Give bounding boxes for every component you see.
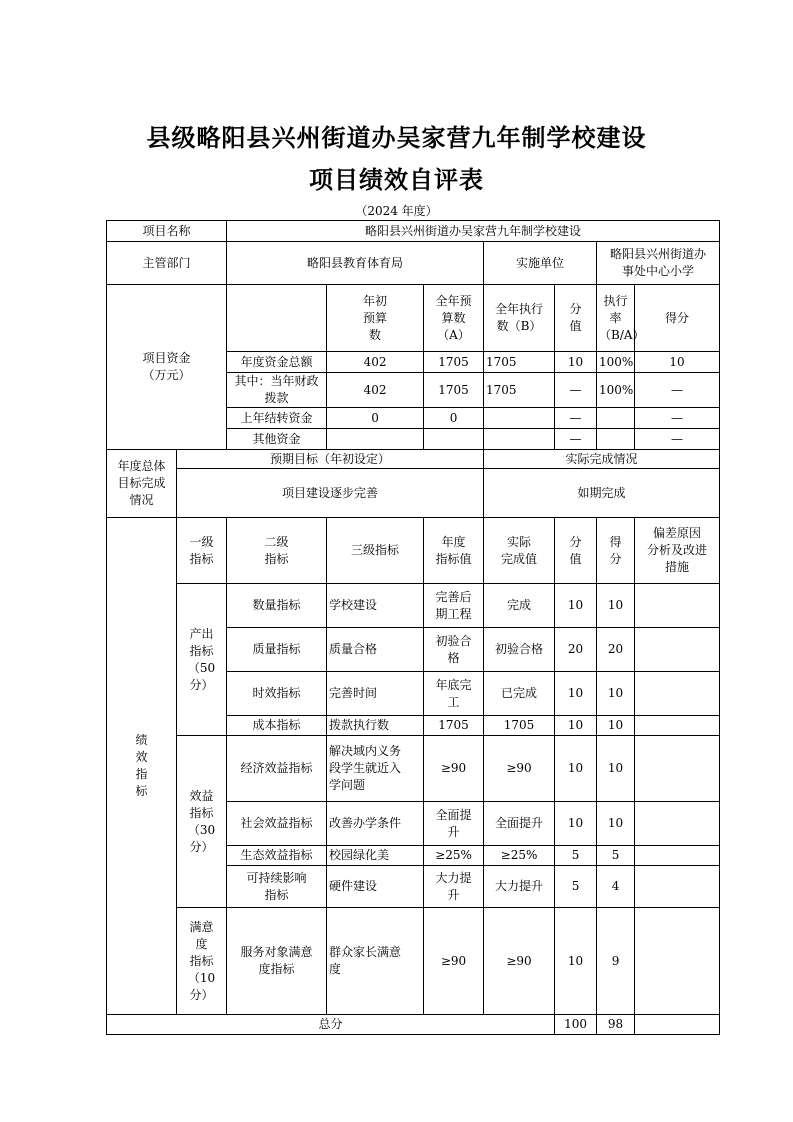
year-label: （2024 年度） xyxy=(355,204,438,218)
funds-annual: 0 xyxy=(424,408,484,429)
dept-label: 主管部门 xyxy=(107,242,227,285)
indicator-row xyxy=(107,736,720,802)
funds-row-label: 年度资金总额 xyxy=(227,352,327,373)
dept-row xyxy=(107,242,720,285)
funds-header-got: 得分 xyxy=(635,285,720,352)
funds-header-rate: 执行率 （B/A） xyxy=(597,285,635,352)
deviation-reason xyxy=(635,716,720,736)
funds-exec xyxy=(484,408,555,429)
deviation-reason xyxy=(635,628,720,672)
target-value: 完善后 期工程 xyxy=(424,584,484,628)
level3-indicator: 学校建设 xyxy=(327,584,424,628)
level2-indicator: 成本指标 xyxy=(227,716,327,736)
perf-header-l3: 三级指标 xyxy=(327,518,424,584)
deviation-reason xyxy=(635,584,720,628)
target-value: 大力提 升 xyxy=(424,866,484,908)
impl-unit-value: 略阳县兴州街道办 事处中心小学 xyxy=(597,242,720,285)
indicator-got: 9 xyxy=(597,908,635,1015)
funds-row-label: 其中：当年财政拨款 xyxy=(227,373,327,408)
level3-indicator: 硬件建设 xyxy=(327,866,424,908)
goal-label: 年度总体 目标完成 情况 xyxy=(107,450,177,518)
target-value: ≥90 xyxy=(424,908,484,1015)
total-row xyxy=(107,1015,720,1035)
funds-rate: 100% xyxy=(597,352,635,373)
actual-value: ≥90 xyxy=(484,908,555,1015)
funds-score: — xyxy=(555,408,597,429)
funds-label: 项目资金 （万元） xyxy=(107,285,227,450)
goal-expected-label: 预期目标（年初设定） xyxy=(177,450,484,469)
funds-got: — xyxy=(635,408,720,429)
dept-value: 略阳县教育体育局 xyxy=(227,242,484,285)
level2-indicator: 时效指标 xyxy=(227,672,327,716)
project-name-row xyxy=(107,221,720,242)
total-got: 98 xyxy=(597,1015,635,1035)
perf-header-target: 年度 指标值 xyxy=(424,518,484,584)
actual-value: 初验合格 xyxy=(484,628,555,672)
funds-got: — xyxy=(635,429,720,450)
level2-indicator: 生态效益指标 xyxy=(227,846,327,866)
level3-indicator: 改善办学条件 xyxy=(327,802,424,846)
indicator-score: 5 xyxy=(555,866,597,908)
funds-exec xyxy=(484,429,555,450)
target-value: 全面提 升 xyxy=(424,802,484,846)
actual-value: ≥25% xyxy=(484,846,555,866)
indicator-got: 5 xyxy=(597,846,635,866)
level2-indicator: 可持续影响 指标 xyxy=(227,866,327,908)
funds-score: 10 xyxy=(555,352,597,373)
perf-header-score: 分 值 xyxy=(555,518,597,584)
funds-row-label: 上年结转资金 xyxy=(227,408,327,429)
level3-indicator: 质量合格 xyxy=(327,628,424,672)
deviation-reason xyxy=(635,736,720,802)
project-name-label: 项目名称 xyxy=(107,221,227,242)
indicator-got: 20 xyxy=(597,628,635,672)
indicator-got: 10 xyxy=(597,584,635,628)
actual-value: 完成 xyxy=(484,584,555,628)
indicator-score: 10 xyxy=(555,736,597,802)
level2-indicator: 经济效益指标 xyxy=(227,736,327,802)
perf-label: 绩 效 指 标 xyxy=(107,518,177,1015)
funds-exec: 1705 xyxy=(484,373,555,408)
title-line-2: 项目绩效自评表 xyxy=(309,166,484,194)
funds-rate: 100% xyxy=(597,373,635,408)
indicator-got: 10 xyxy=(597,736,635,802)
goal-expected-value: 项目建设逐步完善 xyxy=(177,469,484,518)
funds-annual: 1705 xyxy=(424,352,484,373)
title-line-1: 县级略阳县兴州街道办吴家营九年制学校建设 xyxy=(146,124,647,152)
actual-value: ≥90 xyxy=(484,736,555,802)
perf-header-row xyxy=(107,518,720,584)
funds-initial xyxy=(327,429,424,450)
deviation-reason xyxy=(635,908,720,1015)
project-name-value: 略阳县兴州街道办吴家营九年制学校建设 xyxy=(227,221,720,242)
actual-value: 已完成 xyxy=(484,672,555,716)
funds-score: — xyxy=(555,429,597,450)
deviation-reason xyxy=(635,866,720,908)
deviation-reason xyxy=(635,672,720,716)
perf-header-actual: 实际 完成值 xyxy=(484,518,555,584)
target-value: ≥90 xyxy=(424,736,484,802)
target-value: 1705 xyxy=(424,716,484,736)
target-value: 年底完 工 xyxy=(424,672,484,716)
total-label: 总分 xyxy=(107,1015,555,1035)
funds-header-score: 分 值 xyxy=(555,285,597,352)
indicator-score: 10 xyxy=(555,584,597,628)
level1-indicator: 效益 指标 （30 分） xyxy=(177,736,227,908)
level3-indicator: 校园绿化美 xyxy=(327,846,424,866)
level1-indicator: 产出 指标 （50 分） xyxy=(177,584,227,736)
funds-initial: 402 xyxy=(327,352,424,373)
indicator-got: 10 xyxy=(597,716,635,736)
level3-indicator: 拨款执行数 xyxy=(327,716,424,736)
funds-row-label: 其他资金 xyxy=(227,429,327,450)
funds-annual: 1705 xyxy=(424,373,484,408)
level3-indicator: 完善时间 xyxy=(327,672,424,716)
indicator-got: 10 xyxy=(597,802,635,846)
indicator-score: 10 xyxy=(555,802,597,846)
indicator-row xyxy=(107,584,720,628)
perf-header-reason: 偏差原因 分析及改进 措施 xyxy=(635,518,720,584)
perf-header-l2: 二级 指标 xyxy=(227,518,327,584)
funds-rate xyxy=(597,408,635,429)
funds-header-exec: 全年执行 数（B） xyxy=(484,285,555,352)
funds-rate xyxy=(597,429,635,450)
deviation-reason xyxy=(635,802,720,846)
perf-header-l1: 一级 指标 xyxy=(177,518,227,584)
total-blank xyxy=(635,1015,720,1035)
level3-indicator: 群众家长满意 度 xyxy=(327,908,424,1015)
indicator-score: 10 xyxy=(555,908,597,1015)
indicator-score: 10 xyxy=(555,672,597,716)
indicator-score: 20 xyxy=(555,628,597,672)
goal-actual-label: 实际完成情况 xyxy=(484,450,720,469)
funds-header-blank xyxy=(227,285,327,352)
indicator-score: 10 xyxy=(555,716,597,736)
evaluation-table xyxy=(106,220,720,1035)
indicator-got: 10 xyxy=(597,672,635,716)
actual-value: 1705 xyxy=(484,716,555,736)
funds-initial: 402 xyxy=(327,373,424,408)
level2-indicator: 服务对象满意 度指标 xyxy=(227,908,327,1015)
total-score: 100 xyxy=(555,1015,597,1035)
goal-content-row xyxy=(107,469,720,518)
indicator-row xyxy=(107,908,720,1015)
impl-label: 实施单位 xyxy=(484,242,597,285)
goal-actual-value: 如期完成 xyxy=(484,469,720,518)
indicator-got: 4 xyxy=(597,866,635,908)
funds-header-annual: 全年预 算数 （A） xyxy=(424,285,484,352)
funds-got: 10 xyxy=(635,352,720,373)
funds-score: — xyxy=(555,373,597,408)
indicator-score: 5 xyxy=(555,846,597,866)
perf-header-got: 得 分 xyxy=(597,518,635,584)
funds-exec: 1705 xyxy=(484,352,555,373)
level2-indicator: 社会效益指标 xyxy=(227,802,327,846)
funds-header-initial: 年初 预算 数 xyxy=(327,285,424,352)
target-value: ≥25% xyxy=(424,846,484,866)
actual-value: 大力提升 xyxy=(484,866,555,908)
funds-initial: 0 xyxy=(327,408,424,429)
goal-header-row xyxy=(107,450,720,469)
level1-indicator: 满意 度 指标 （10 分） xyxy=(177,908,227,1015)
level3-indicator: 解决域内义务 段学生就近入 学问题 xyxy=(327,736,424,802)
level2-indicator: 数量指标 xyxy=(227,584,327,628)
funds-annual xyxy=(424,429,484,450)
deviation-reason xyxy=(635,846,720,866)
funds-header-row xyxy=(107,285,720,352)
level2-indicator: 质量指标 xyxy=(227,628,327,672)
funds-got: — xyxy=(635,373,720,408)
target-value: 初验合 格 xyxy=(424,628,484,672)
actual-value: 全面提升 xyxy=(484,802,555,846)
